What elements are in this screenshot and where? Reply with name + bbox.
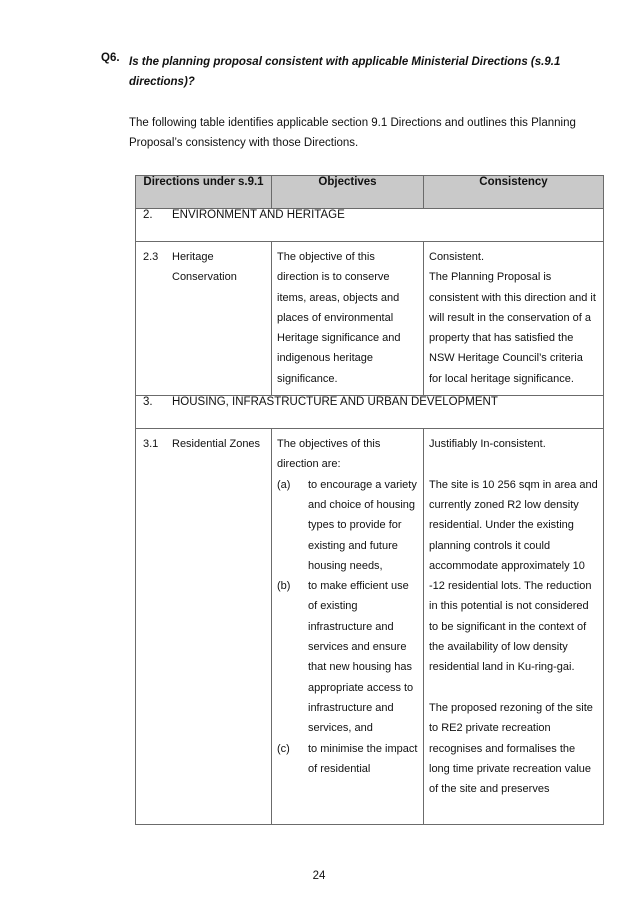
objective-text: The objective of this direction is to conserve items, areas, objects and places of environmental Heritage significance and indigenous heritage significance. (277, 251, 401, 385)
objective-item (277, 739, 418, 780)
section-title: HOUSING, INFRASTRUCTURE AND URBAN DEVELOPMENT (172, 396, 498, 409)
objective-label: (c) (277, 742, 290, 755)
question-number: Q6. (101, 52, 120, 64)
section-title: ENVIRONMENT AND HERITAGE (172, 209, 345, 221)
objective-label: (a) (277, 478, 291, 491)
section-number: 3. (143, 396, 153, 409)
direction-number: 3.1 (143, 438, 159, 451)
direction-number: 2.3 (143, 251, 159, 263)
objective-item-text: to make efficient use of existing infrastructure and services and ensure that new housing has appropriate access to infrastructure and services, and (308, 580, 414, 735)
header-consistency: Consistency (424, 176, 604, 209)
question-text: Is the planning proposal consistent with applicable Ministerial Directions (s.9.1 directions)? (129, 56, 561, 88)
section-number: 2. (143, 209, 153, 221)
objective-item-text: to encourage a variety and choice of housing types to provide for existing and future housing needs, (308, 478, 417, 572)
directions-table (135, 175, 604, 825)
table-row-residential (136, 429, 604, 825)
consistency-status: Consistent. (429, 251, 485, 263)
header-directions: Directions under s.9.1 (136, 176, 272, 209)
consistency-paragraph: The site is 10 256 sqm in area and currently zoned R2 low density residential. Under the existing planning controls it could accommodate approximately 10 -12 residential lots. The reduction in this potential is not considered to be significant in the context of the availability of low density residential land in Ku-ring-gai. (429, 478, 598, 674)
page-number: 24 (312, 870, 326, 882)
consistency-status: Justifiably In-consistent. (429, 438, 546, 451)
direction-name: Residential Zones (172, 438, 261, 451)
consistency-paragraph: The proposed rezoning of the site to RE2 private recreation recognises and formalises the long time private recreation value of the site and preserves (429, 701, 593, 796)
objective-intro: The objectives of this direction are: (277, 438, 381, 471)
consistency-text: The Planning Proposal is consistent with this direction and it will result in the conservation of a property that has satisfied the NSW Heritage Council’s criteria for local heritage significance. (429, 271, 596, 385)
direction-name: Heritage Conservation (172, 251, 237, 284)
objective-item-text: to minimise the impact of residential (308, 742, 418, 775)
section-row-environment (136, 209, 604, 242)
objective-label: (b) (277, 580, 291, 593)
objective-item (277, 475, 418, 576)
intro-paragraph: The following table identifies applicable section 9.1 Directions and outlines this Planning Proposal’s consistency with those Directions. (129, 117, 576, 149)
table-row-heritage (136, 242, 604, 396)
header-objectives: Objectives (272, 176, 424, 209)
objective-item (277, 576, 418, 738)
table-header-row (136, 176, 604, 209)
section-row-housing (136, 396, 604, 429)
